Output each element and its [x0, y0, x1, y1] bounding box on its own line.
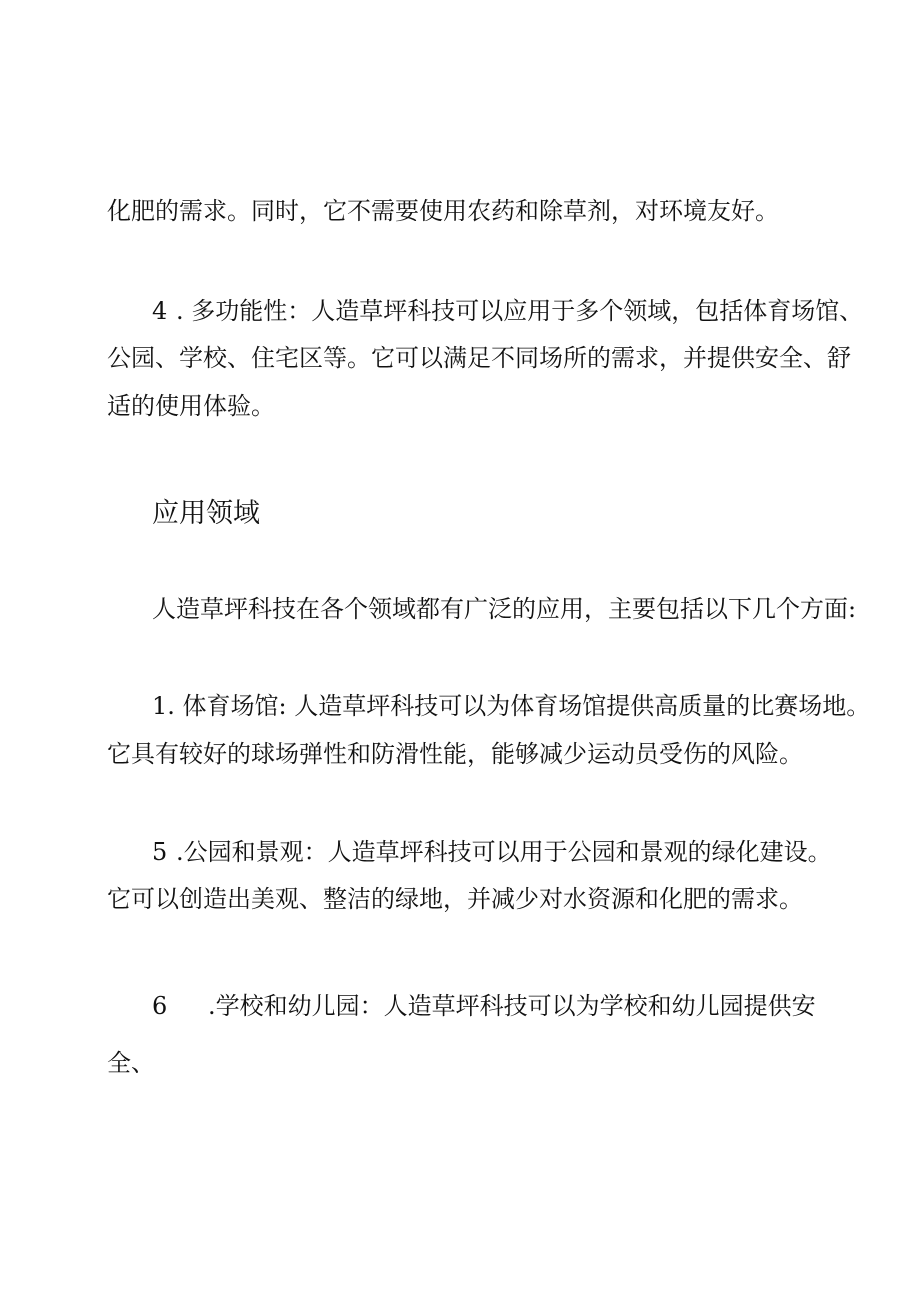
- list-item-5-line-2: 它可以创造出美观、整洁的绿地，并减少对水资源和化肥的需求。: [107, 885, 803, 913]
- list-item-6-line-1: .学校和幼儿园：人造草坪科技可以为学校和幼儿园提供安: [208, 992, 816, 1020]
- list-item-4-number: 4: [152, 297, 168, 325]
- paragraph-continuation-line: 化肥的需求。同时，它不需要使用农药和除草剂，对环境友好。: [107, 197, 779, 225]
- section-heading: 应用领域: [152, 498, 260, 529]
- list-item-1-line-1: 1. 体育场馆: 人造草坪科技可以为体育场馆提供高质量的比赛场地。: [152, 692, 871, 720]
- list-item-6-line-2: 全、: [107, 1049, 155, 1077]
- list-item-5-number: 5: [152, 838, 168, 866]
- list-item-6-number: 6: [152, 992, 168, 1020]
- list-item-5-line-1: .公园和景观：人造草坪科技可以用于公园和景观的绿化建设。: [176, 838, 832, 866]
- list-item-1-line-2: 它具有较好的球场弹性和防滑性能，能够减少运动员受伤的风险。: [107, 740, 803, 768]
- list-item-4-line-1: . 多功能性：人造草坪科技可以应用于多个领域，包括体育场馆、: [176, 297, 864, 325]
- list-item-4-line-3: 适的使用体验。: [107, 392, 275, 420]
- list-item-4-line-2: 公园、学校、住宅区等。它可以满足不同场所的需求，并提供安全、舒: [107, 344, 851, 372]
- intro-paragraph: 人造草坪科技在各个领域都有广泛的应用，主要包括以下几个方面:: [152, 595, 857, 623]
